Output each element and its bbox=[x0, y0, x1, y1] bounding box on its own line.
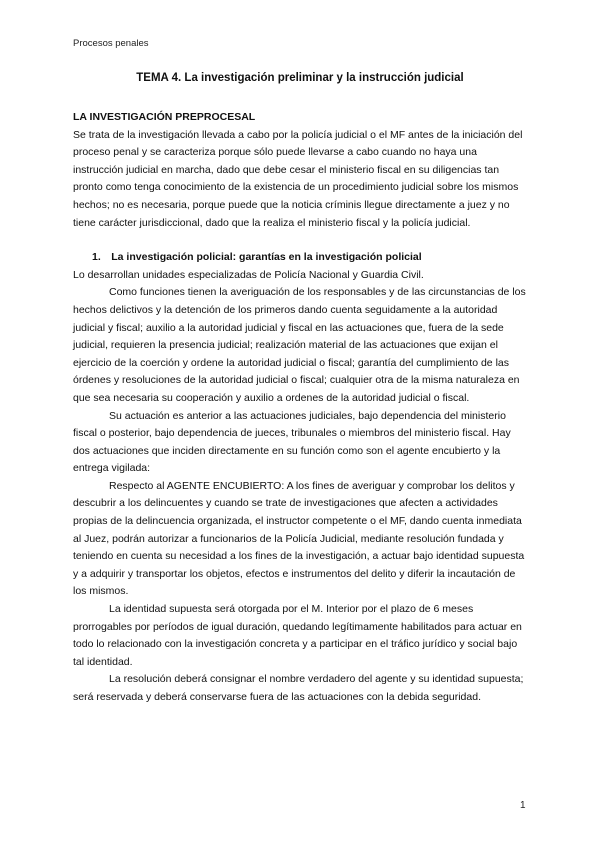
running-header: Procesos penales bbox=[73, 38, 149, 49]
paragraph-units: Lo desarrollan unidades especializadas de Policía Nacional y Guardia Civil. bbox=[73, 268, 424, 281]
intro-paragraph: Se trata de la investigación llevada a cabo por la policía judicial o el MF antes de la iniciación del proceso penal y se caracteriza porque sólo puede llevarse a cabo cuando no haya una instrucción judicial en marcha, dado que debe cesar el ministerio fiscal en su diligencias tan pronto como tenga conocimiento de la existencia de un procedimiento judicial sobre los mismos hechos; no es necesaria, porque puede que la noticia críminis llegue directamente a juez y no tiene carácter jurisdiccional, dado que la realiza el ministerio fiscal y la policía judicial. bbox=[73, 128, 523, 229]
paragraph-assumed-identity: La identidad supuesta será otorgada por el M. Interior por el plazo de 6 meses prorrogables por períodos de igual duración, quedando legítimamente habilitados para actuar en todo lo relacionado con la investigación concreta y a participar en el tráfico jurídico y social bajo tal identidad. bbox=[73, 603, 522, 668]
section-heading: LA INVESTIGACIÓN PREPROCESAL bbox=[73, 111, 256, 123]
subsection-heading: 1. La investigación policial: garantías en la investigación policial bbox=[92, 251, 422, 264]
paragraph-actuation: Su actuación es anterior a las actuaciones judiciales, bajo dependencia del ministerio fiscal o posterior, bajo dependencia de jueces, tribunales o miembros del ministerio fiscal. Hay dos actuaciones que inciden directamente en su función como son el agente encubierto y la entrega vigilada: bbox=[73, 409, 511, 475]
page-number: 1 bbox=[520, 800, 526, 811]
paragraph-undercover-agent: Respecto al AGENTE ENCUBIERTO: A los fines de averiguar y comprobar los delitos y descubrir a los delincuentes y cuando se trate de investigaciones que afecten a actividades propias de la delincuencia organizada, el instructor competente o el MF, dando cuenta inmediata al Juez, podrán autorizar a funcionarios de la Policía Judicial, mediante resolución fundada y teniendo en cuenta su necesidad a los fines de la investigación, a actuar bajo identidad supuesta y a adquirir y transportar los objetos, efectos e instrumentos del delito y diferir la incautación de los mismos. bbox=[73, 479, 525, 598]
paragraph-resolution: La resolución deberá consignar el nombre verdadero del agente y su identidad supuesta; será reservada y deberá conservarse fuera de las actuaciones con la debida seguridad. bbox=[73, 673, 524, 703]
paragraph-functions: Como funciones tienen la averiguación de los responsables y de las circunstancias de los hechos delictivos y la detención de los primeros dando cuenta seguidamente a la autoridad judicial y fiscal; auxilio a la autoridad judicial y fiscal en las actuaciones que, fuera de la sede judicial, requieren la presencia judicial; realización material de las actuaciones que exijan el ejercicio de la coerción y ordene la autoridad judicial o fiscal; garantía del cumplimiento de las órdenes y resoluciones de la autoridad judicial o fiscal; cualquier otra de la misma naturaleza en que sea necesaria su cooperación y auxilio a ordenes de la autoridad judicial o fiscal. bbox=[73, 286, 526, 404]
document-body bbox=[73, 109, 528, 707]
document-title: TEMA 4. La investigación preliminar y la instrucción judicial bbox=[136, 72, 464, 84]
